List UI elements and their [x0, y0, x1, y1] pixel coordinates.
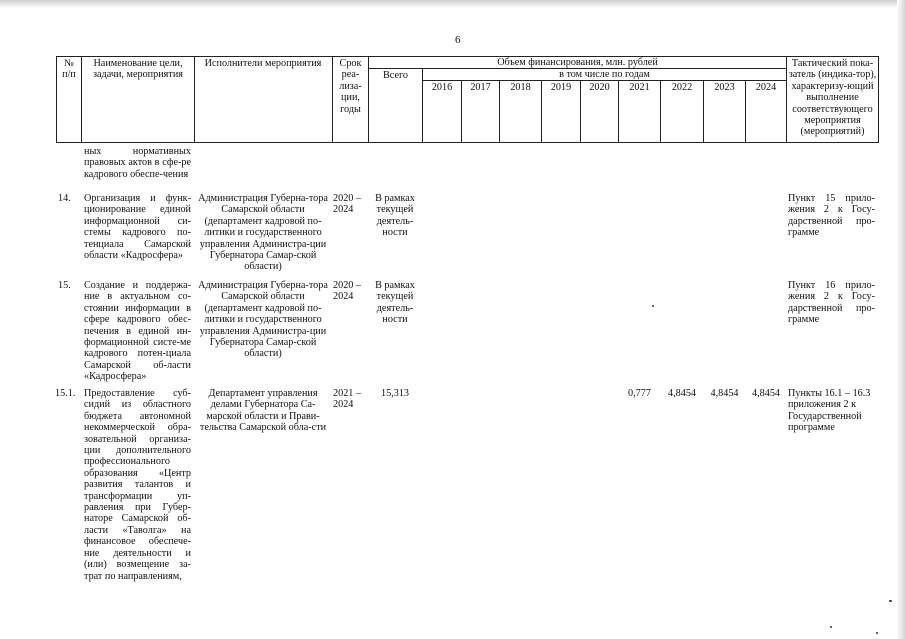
row-3-num: 15.1. [55, 388, 76, 399]
row-0-name: ных нормативных правовых актов в сфе-ре кадрового обеспе-чения [84, 146, 191, 180]
row-1-term: 2020 – 2024 [333, 193, 362, 216]
header-total: Всего [383, 70, 408, 81]
header-executors: Исполнители мероприятия [204, 58, 322, 69]
scan-speck [876, 632, 878, 634]
vline [332, 56, 333, 143]
header-name: Наименование цели, задачи, мероприятия [93, 58, 183, 81]
row-3-value-2021: 0,777 [628, 388, 651, 399]
row-3-value-2022: 4,8454 [667, 388, 696, 399]
vline [878, 56, 879, 143]
page-number: 6 [455, 34, 461, 46]
row-2-num: 15. [58, 280, 71, 291]
header-year-2017: 2017 [470, 82, 491, 93]
row-1-indicator: Пункт 15 прило-жения 2 к Госу-дарственной про-грамме [788, 193, 875, 239]
header-year-2016: 2016 [431, 82, 453, 93]
header-year-2022: 2022 [671, 82, 693, 93]
row-3-value-2023: 4,8454 [710, 388, 739, 399]
header-bottom-line [56, 142, 879, 143]
header-finance-title: Объем финансирования, млн. рублей [497, 57, 658, 68]
header-year-2019: 2019 [550, 82, 572, 93]
header-term: Срок реа-лиза-ции, годы [339, 58, 362, 115]
row-2-term: 2020 – 2024 [333, 280, 362, 303]
row-1-num: 14. [58, 193, 71, 204]
row-3-value-2024: 4,8454 [751, 388, 780, 399]
header-by-years: в том числе по годам [559, 69, 650, 80]
row-1-total: В рамках текущей деятель-ности [375, 193, 415, 239]
vline [194, 56, 195, 143]
row-3-indicator: Пункты 16.1 – 16.3 приложения 2 к Государственной программе [788, 388, 871, 434]
row-2-executors: Администрация Губерна-тора Самарской области (департамент кадровой по-литики и государственного управления Администра-ции Губернатора Самар-ской области) [198, 280, 328, 360]
row-3-executors: Департамент управления делами Губернатора Са-марской области и Прави-тельства Самарской обла-сти [199, 388, 327, 434]
header-indicator: Тактический пока-затель (индика-тор), характеризу-ющий выполнение соответствующего мероприятия (мероприятий) [788, 58, 877, 138]
row-2-indicator: Пункт 16 прило-жения 2 к Госу-дарственной про-грамме [788, 280, 875, 326]
row-2-name: Создание и поддержа-ние в актуальном со-стоянии информации в сфере кадрового обес-печения в единой ин-формационной систе-ме кадрового потен-циала Самарской об-ласти «Кадросфера» [84, 280, 191, 383]
row-2-total: В рамках текущей деятель-ности [375, 280, 415, 326]
header-year-2023: 2023 [714, 82, 735, 93]
scan-right-shadow [897, 0, 905, 639]
row-1-name: Организация и функ-ционирование единой информационной си-стемы кадрового по-тенциала Самарской области «Кадросфера» [84, 193, 191, 262]
scan-speck [652, 305, 654, 307]
row-1-executors: Администрация Губерна-тора Самарской области (департамент кадровой по-литики и государственного управления Администра-ции Губернатора Самар-ской области) [198, 193, 328, 273]
header-year-2018: 2018 [510, 82, 531, 93]
scan-speck [889, 600, 892, 602]
row-3-term: 2021 – 2024 [333, 388, 362, 411]
header-year-2020: 2020 [589, 82, 610, 93]
row-3-name: Предоставление суб-сидий из областного бюджета автономной некоммерческой обра-зовательной организа-ции дополнительного профессионального образования «Центр развития талантов и трансформации уп-равления при Губер-наторе Самарской об-ласти «Таволга» на финансовое обеспече-ние деятельности и (или) возмещение за-трат по направлениям, [84, 388, 191, 582]
vline [81, 56, 82, 143]
vline [786, 56, 787, 143]
row-3-total: 15,313 [380, 388, 409, 399]
header-year-2024: 2024 [755, 82, 777, 93]
scan-top-shadow [0, 0, 905, 8]
header-year-2021: 2021 [629, 82, 650, 93]
scan-speck [830, 626, 832, 628]
header-num: № п/п [62, 58, 76, 81]
